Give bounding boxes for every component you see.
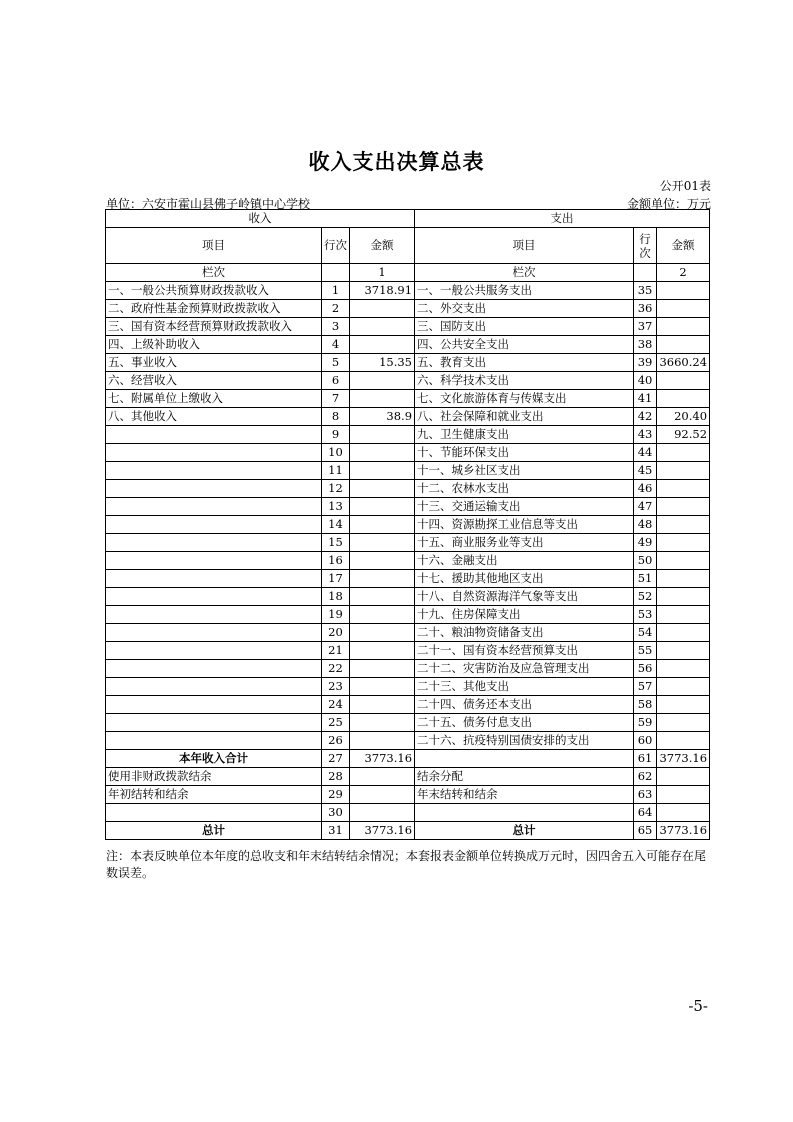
- expense-line-no-cell: 35: [634, 282, 657, 300]
- income-line-no-cell: 2: [322, 300, 350, 318]
- expense-line-no-cell: 40: [634, 372, 657, 390]
- expense-amount-cell: [657, 336, 710, 354]
- income-amount-cell: [350, 552, 415, 570]
- income-item-cell: [106, 696, 322, 714]
- expense-amount-cell: [657, 498, 710, 516]
- expense-line-no-cell: 51: [634, 570, 657, 588]
- table-row: [106, 714, 710, 732]
- table-row: [106, 606, 710, 624]
- income-amount-cell: [350, 462, 415, 480]
- expense-amount-cell: [657, 714, 710, 732]
- income-item-cell: 使用非财政拨款结余: [106, 768, 322, 786]
- income-item-cell: [106, 804, 322, 822]
- income-line-no-cell: 22: [322, 660, 350, 678]
- income-amount-cell: [350, 318, 415, 336]
- income-amount-cell: [350, 570, 415, 588]
- table-row: [106, 804, 710, 822]
- expense-item-header: 项目: [415, 228, 634, 264]
- column-label-row: [106, 264, 710, 282]
- expense-line-no-cell: 63: [634, 786, 657, 804]
- expense-line-no-cell: 49: [634, 534, 657, 552]
- income-amount-cell: [350, 480, 415, 498]
- expense-section-header: 支出: [415, 210, 710, 228]
- income-amount-cell: 3773.16: [350, 822, 415, 840]
- expense-line-no-header: [634, 228, 657, 264]
- expense-item-cell: 二十一、国有资本经营预算支出: [415, 642, 634, 660]
- income-item-cell: [106, 426, 322, 444]
- income-line-no-cell: 14: [322, 516, 350, 534]
- income-amount-cell: [350, 696, 415, 714]
- expense-item-cell: 二十六、抗疫特别国债安排的支出: [415, 732, 634, 750]
- income-line-no-cell: 27: [322, 750, 350, 768]
- expense-item-cell: 二十三、其他支出: [415, 678, 634, 696]
- income-item-cell: [106, 660, 322, 678]
- table-row: [106, 642, 710, 660]
- income-item-cell: 六、经营收入: [106, 372, 322, 390]
- income-column-blank: [322, 264, 350, 282]
- expense-column-number: 2: [657, 264, 710, 282]
- page-title: 收入支出决算总表: [308, 150, 485, 174]
- expense-line-no-cell: 47: [634, 498, 657, 516]
- income-line-no-cell: 7: [322, 390, 350, 408]
- section-header-row: [106, 210, 710, 228]
- expense-amount-cell: [657, 696, 710, 714]
- income-amount-cell: [350, 714, 415, 732]
- expense-line-no-cell: 56: [634, 660, 657, 678]
- expense-line-no-cell: 62: [634, 768, 657, 786]
- expense-amount-cell: 3660.24: [657, 354, 710, 372]
- income-line-no-cell: 9: [322, 426, 350, 444]
- table-row: [106, 678, 710, 696]
- income-item-cell: [106, 732, 322, 750]
- expense-item-cell: 十七、援助其他地区支出: [415, 570, 634, 588]
- page-number: -5-: [688, 997, 708, 1015]
- income-amount-cell: 38.9: [350, 408, 415, 426]
- income-line-no-cell: 28: [322, 768, 350, 786]
- expense-line-no-cell: 36: [634, 300, 657, 318]
- income-item-cell: [106, 516, 322, 534]
- income-item-cell: [106, 588, 322, 606]
- income-line-no-cell: 11: [322, 462, 350, 480]
- expense-amount-cell: [657, 552, 710, 570]
- expense-amount-cell: 20.40: [657, 408, 710, 426]
- expense-amount-cell: [657, 480, 710, 498]
- income-item-cell: 年初结转和结余: [106, 786, 322, 804]
- income-line-no-cell: 8: [322, 408, 350, 426]
- line-no-bottom: 次: [639, 245, 651, 260]
- income-line-no-cell: 30: [322, 804, 350, 822]
- income-item-cell: 一、一般公共预算财政拨款收入: [106, 282, 322, 300]
- expense-amount-cell: 3773.16: [657, 750, 710, 768]
- table-row: [106, 786, 710, 804]
- expense-item-cell: [415, 750, 634, 768]
- table-row: [106, 480, 710, 498]
- expense-item-cell: 五、教育支出: [415, 354, 634, 372]
- expense-item-cell: 二十五、债务付息支出: [415, 714, 634, 732]
- expense-line-no-cell: 41: [634, 390, 657, 408]
- expense-amount-cell: [657, 588, 710, 606]
- income-amount-cell: [350, 786, 415, 804]
- income-line-no-cell: 1: [322, 282, 350, 300]
- expense-item-cell: 十五、商业服务业等支出: [415, 534, 634, 552]
- expense-amount-header: 金额: [657, 228, 710, 264]
- table-row: [106, 372, 710, 390]
- table-row: [106, 354, 710, 372]
- expense-amount-cell: [657, 768, 710, 786]
- table-row: [106, 516, 710, 534]
- expense-item-cell: 年末结转和结余: [415, 786, 634, 804]
- table-row: [106, 444, 710, 462]
- expense-column-label: 栏次: [415, 264, 634, 282]
- expense-amount-cell: [657, 534, 710, 552]
- expense-amount-cell: [657, 444, 710, 462]
- expense-line-no-cell: 50: [634, 552, 657, 570]
- expense-amount-cell: [657, 624, 710, 642]
- income-amount-cell: [350, 624, 415, 642]
- table-row: [106, 282, 710, 300]
- income-item-cell: 八、其他收入: [106, 408, 322, 426]
- expense-line-no-cell: 39: [634, 354, 657, 372]
- expense-item-cell: 九、卫生健康支出: [415, 426, 634, 444]
- income-item-cell: [106, 462, 322, 480]
- income-amount-cell: [350, 732, 415, 750]
- expense-item-cell: 二十、粮油物资储备支出: [415, 624, 634, 642]
- expense-line-no-cell: 38: [634, 336, 657, 354]
- form-number: 公开01表: [659, 179, 711, 193]
- table-row: [106, 552, 710, 570]
- expense-item-cell: 二、外交支出: [415, 300, 634, 318]
- income-item-cell: [106, 678, 322, 696]
- expense-line-no-cell: 64: [634, 804, 657, 822]
- income-amount-cell: [350, 642, 415, 660]
- income-item-cell: [106, 552, 322, 570]
- expense-amount-cell: [657, 462, 710, 480]
- table-row: [106, 696, 710, 714]
- expense-line-no-cell: 46: [634, 480, 657, 498]
- income-item-cell: [106, 714, 322, 732]
- expense-item-cell: 三、国防支出: [415, 318, 634, 336]
- expense-amount-cell: [657, 678, 710, 696]
- footnote: 注：本表反映单位本年度的总收支和年末结转结余情况；本套报表金额单位转换成万元时，因四舍五入可能存在尾数误差。: [106, 849, 707, 880]
- income-line-no-cell: 31: [322, 822, 350, 840]
- income-amount-cell: [350, 606, 415, 624]
- income-amount-cell: [350, 804, 415, 822]
- expense-line-no-cell: 52: [634, 588, 657, 606]
- table-row: [106, 408, 710, 426]
- income-line-no-cell: 6: [322, 372, 350, 390]
- expense-item-cell: 四、公共安全支出: [415, 336, 634, 354]
- expense-line-no-cell: 45: [634, 462, 657, 480]
- income-item-cell: [106, 444, 322, 462]
- table-row: [106, 300, 710, 318]
- expense-amount-cell: [657, 606, 710, 624]
- income-amount-cell: [350, 390, 415, 408]
- reporting-unit: 单位：六安市霍山县佛子岭镇中心学校: [106, 197, 311, 211]
- table-row: [106, 660, 710, 678]
- expense-line-no-cell: 44: [634, 444, 657, 462]
- income-item-cell: [106, 534, 322, 552]
- table-row: [106, 462, 710, 480]
- income-line-no-cell: 20: [322, 624, 350, 642]
- subtotal-row: [106, 750, 710, 768]
- expense-line-no-cell: 57: [634, 678, 657, 696]
- expense-line-no-cell: 42: [634, 408, 657, 426]
- expense-amount-cell: [657, 282, 710, 300]
- table-row: [106, 534, 710, 552]
- expense-item-cell: 七、文化旅游体育与传媒支出: [415, 390, 634, 408]
- expense-line-no-cell: 53: [634, 606, 657, 624]
- expense-item-cell: 六、科学技术支出: [415, 372, 634, 390]
- expense-item-cell: 一、一般公共服务支出: [415, 282, 634, 300]
- income-item-cell: 二、政府性基金预算财政拨款收入: [106, 300, 322, 318]
- income-amount-cell: [350, 660, 415, 678]
- expense-amount-cell: [657, 642, 710, 660]
- income-item-cell: 四、上级补助收入: [106, 336, 322, 354]
- table-row: [106, 390, 710, 408]
- expense-amount-cell: [657, 660, 710, 678]
- expense-item-cell: 八、社会保障和就业支出: [415, 408, 634, 426]
- income-amount-cell: [350, 516, 415, 534]
- income-amount-cell: 15.35: [350, 354, 415, 372]
- expense-item-cell: 二十四、债务还本支出: [415, 696, 634, 714]
- income-item-cell: 本年收入合计: [106, 750, 322, 768]
- budget-summary-table: [105, 209, 710, 840]
- expense-line-no-cell: 54: [634, 624, 657, 642]
- expense-line-no-cell: 55: [634, 642, 657, 660]
- income-item-cell: [106, 570, 322, 588]
- income-item-cell: [106, 624, 322, 642]
- income-item-cell: [106, 480, 322, 498]
- income-amount-cell: [350, 300, 415, 318]
- expense-item-cell: 十四、资源勘探工业信息等支出: [415, 516, 634, 534]
- expense-line-no-cell: 65: [634, 822, 657, 840]
- income-line-no-cell: 21: [322, 642, 350, 660]
- expense-amount-cell: [657, 390, 710, 408]
- expense-item-cell: 结余分配: [415, 768, 634, 786]
- income-line-no-cell: 26: [322, 732, 350, 750]
- expense-item-cell: 十二、农林水支出: [415, 480, 634, 498]
- income-amount-cell: [350, 588, 415, 606]
- income-amount-header: 金额: [350, 228, 415, 264]
- income-line-no-cell: 19: [322, 606, 350, 624]
- line-no-top: 行: [639, 231, 651, 246]
- income-amount-cell: [350, 534, 415, 552]
- expense-item-cell: 二十二、灾害防治及应急管理支出: [415, 660, 634, 678]
- income-item-cell: 七、附属单位上缴收入: [106, 390, 322, 408]
- income-section-header: 收入: [106, 210, 415, 228]
- income-line-no-cell: 15: [322, 534, 350, 552]
- expense-item-cell: 十六、金融支出: [415, 552, 634, 570]
- expense-line-no-cell: 48: [634, 516, 657, 534]
- income-amount-cell: [350, 678, 415, 696]
- table-row: [106, 588, 710, 606]
- expense-line-no-cell: 60: [634, 732, 657, 750]
- income-amount-cell: 3773.16: [350, 750, 415, 768]
- expense-item-cell: 十八、自然资源海洋气象等支出: [415, 588, 634, 606]
- income-amount-cell: [350, 768, 415, 786]
- expense-column-blank: [634, 264, 657, 282]
- expense-item-cell: 十一、城乡社区支出: [415, 462, 634, 480]
- income-line-no-cell: 25: [322, 714, 350, 732]
- expense-line-no-cell: 61: [634, 750, 657, 768]
- expense-item-cell: 十三、交通运输支出: [415, 498, 634, 516]
- income-line-no-cell: 16: [322, 552, 350, 570]
- income-amount-cell: 3718.91: [350, 282, 415, 300]
- income-item-cell: [106, 606, 322, 624]
- income-line-no-cell: 5: [322, 354, 350, 372]
- income-item-cell: [106, 498, 322, 516]
- table-row: [106, 318, 710, 336]
- income-amount-cell: [350, 498, 415, 516]
- table-row: [106, 336, 710, 354]
- income-line-no-cell: 23: [322, 678, 350, 696]
- income-amount-cell: [350, 336, 415, 354]
- expense-amount-cell: [657, 570, 710, 588]
- income-line-no-cell: 13: [322, 498, 350, 516]
- income-column-label: 栏次: [106, 264, 322, 282]
- income-item-cell: 三、国有资本经营预算财政拨款收入: [106, 318, 322, 336]
- expense-amount-cell: 3773.16: [657, 822, 710, 840]
- income-line-no-cell: 18: [322, 588, 350, 606]
- income-line-no-cell: 3: [322, 318, 350, 336]
- expense-line-no-cell: 37: [634, 318, 657, 336]
- income-line-no-cell: 29: [322, 786, 350, 804]
- currency-unit: 金额单位：万元: [626, 197, 711, 211]
- income-item-cell: [106, 642, 322, 660]
- table-row: [106, 498, 710, 516]
- income-line-no-cell: 12: [322, 480, 350, 498]
- income-amount-cell: [350, 444, 415, 462]
- expense-line-no-cell: 58: [634, 696, 657, 714]
- income-column-number: 1: [350, 264, 415, 282]
- expense-item-cell: 十九、住房保障支出: [415, 606, 634, 624]
- expense-amount-cell: [657, 804, 710, 822]
- expense-amount-cell: [657, 318, 710, 336]
- column-header-row: [106, 228, 710, 264]
- table-row: [106, 570, 710, 588]
- expense-amount-cell: [657, 300, 710, 318]
- total-row: [106, 822, 710, 840]
- income-line-no-cell: 24: [322, 696, 350, 714]
- table-row: [106, 732, 710, 750]
- table-row: [106, 624, 710, 642]
- table-row: [106, 426, 710, 444]
- income-item-cell: 总计: [106, 822, 322, 840]
- expense-item-cell: [415, 804, 634, 822]
- expense-amount-cell: 92.52: [657, 426, 710, 444]
- income-item-header: 项目: [106, 228, 322, 264]
- income-line-no-cell: 4: [322, 336, 350, 354]
- income-item-cell: 五、事业收入: [106, 354, 322, 372]
- expense-line-no-cell: 43: [634, 426, 657, 444]
- expense-line-no-cell: 59: [634, 714, 657, 732]
- expense-amount-cell: [657, 732, 710, 750]
- expense-amount-cell: [657, 372, 710, 390]
- income-line-no-header: 行次: [322, 228, 350, 264]
- income-amount-cell: [350, 426, 415, 444]
- income-amount-cell: [350, 372, 415, 390]
- expense-amount-cell: [657, 516, 710, 534]
- income-line-no-cell: 10: [322, 444, 350, 462]
- table-row: [106, 768, 710, 786]
- expense-amount-cell: [657, 786, 710, 804]
- income-line-no-cell: 17: [322, 570, 350, 588]
- expense-item-cell: 总计: [415, 822, 634, 840]
- expense-item-cell: 十、节能环保支出: [415, 444, 634, 462]
